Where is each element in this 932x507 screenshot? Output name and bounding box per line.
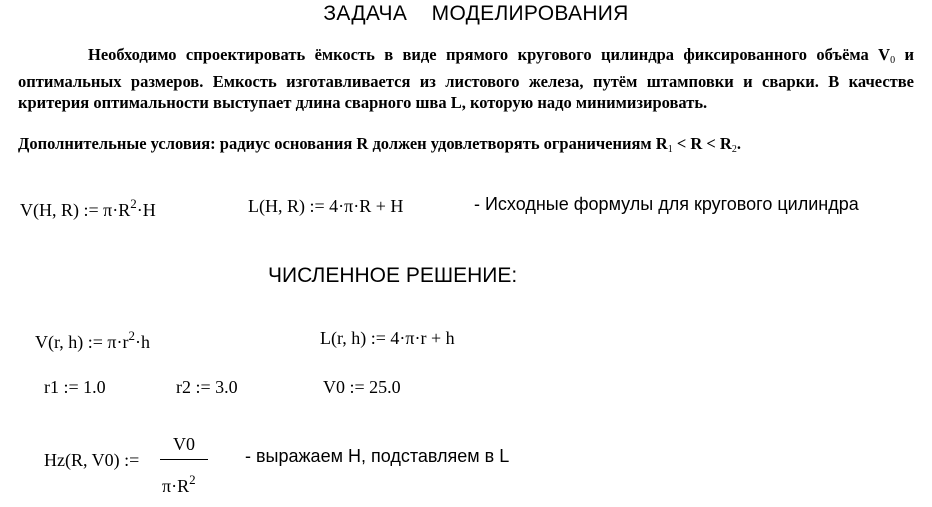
initial-formulas-note: - Исходные формулы для кругового цилиндра [474, 194, 859, 214]
additional-conditions [18, 134, 741, 155]
volume-formula [20, 196, 156, 221]
numeric-length-formula: L(r, h) := 4·π·r + h [320, 328, 455, 348]
r2-subscript: 2 [731, 144, 737, 155]
hz-denominator [162, 472, 196, 497]
problem-text: Необходимо спроектировать ёмкость в виде прямого кругового цилиндра фиксированного объёма V [88, 45, 891, 64]
numeric-solution-heading: ЧИСЛЕННОЕ РЕШЕНИЕ: [268, 264, 518, 287]
length-formula: L(H, R) := 4·π·R + H [248, 196, 404, 216]
hz-fraction [160, 434, 208, 496]
numeric-volume-rhs: ·h [135, 332, 150, 352]
r1-subscript: 1 [667, 144, 673, 155]
hz-function-lhs: Hz(R, V0) := [44, 450, 140, 470]
hz-denominator-exponent: 2 [189, 472, 196, 487]
numeric-volume-formula [35, 328, 150, 353]
fraction-bar [160, 459, 208, 460]
v0-subscript: 0 [890, 55, 896, 66]
hz-numerator: V0 [173, 434, 195, 454]
volume-formula-lhs: V(H, R) := π·R [20, 200, 131, 220]
v0-assignment: V0 := 25.0 [323, 377, 401, 397]
numeric-volume-lhs: V(r, h) := π·r [35, 332, 129, 352]
problem-statement [18, 44, 914, 113]
page-title: ЗАДАЧА МОДЕЛИРОВАНИЯ [323, 2, 629, 25]
volume-formula-exponent: 2 [130, 196, 137, 211]
hz-denominator-base: π·R [162, 476, 190, 496]
conditions-text: Дополнительные условия: радиус основания R должен удовлетворять ограничениям R [18, 134, 668, 153]
r2-assignment: r2 := 3.0 [176, 377, 238, 397]
conditions-mid: < R < R [672, 134, 732, 153]
volume-formula-rhs: ·H [136, 200, 156, 220]
hz-note: - выражаем H, подставляем в L [245, 446, 510, 466]
conditions-end: . [736, 134, 741, 153]
problem-text-rest: и оптимальных размеров. Емкость изготавливается из листового железа, путём штамповки и сварки. В качестве критерия оптимальности выступает длина сварного шва L, которую надо минимизировать. [18, 45, 914, 112]
r1-assignment: r1 := 1.0 [44, 377, 106, 397]
numeric-volume-exponent: 2 [128, 328, 135, 343]
